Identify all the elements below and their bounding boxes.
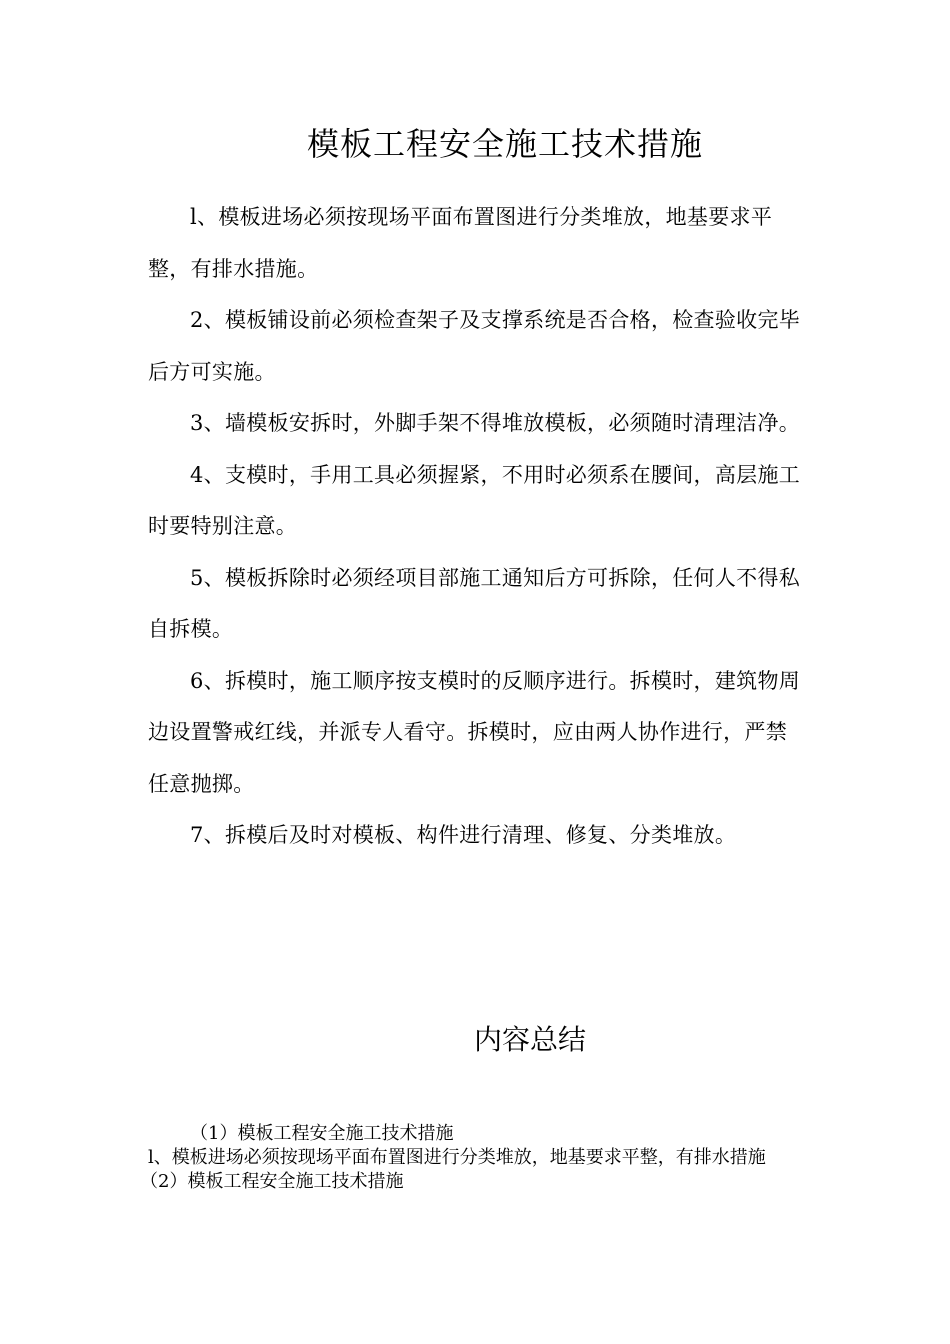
document-title [0,118,950,170]
document-body [148,192,808,862]
paragraph-7: 7、拆模后及时对模板、构件进行清理、修复、分类堆放。 [190,823,737,847]
summary-line-3: （2）模板工程安全施工技术措施 [140,1171,404,1192]
summary-title [0,1018,950,1062]
paragraph-5: 5、模板拆除时必须经项目部施工通知后方可拆除，任何人不得私自拆模。 [148,565,801,641]
summary-line-1: （1）模板工程安全施工技术措施 [190,1123,454,1144]
paragraph-3: 3、墙模板安拆时，外脚手架不得堆放模板，必须随时清理洁净。 [190,411,801,435]
summary-line-2: l、模板进场必须按现场平面布置图进行分类堆放，地基要求平整，有排水措施 [148,1147,766,1168]
paragraph-2: 2、模板铺设前必须检查架子及支撑系统是否合格，检查验收完毕后方可实施。 [148,308,801,384]
paragraph-4: 4、支模时，手用工具必须握紧，不用时必须系在腰间，高层施工时要特别注意。 [148,462,801,538]
summary-section [140,1122,808,1194]
paragraph-6: 6、拆模时，施工顺序按支模时的反顺序进行。拆模时，建筑物周边设置警戒红线，并派专人看守。拆模时，应由两人协作进行，严禁任意抛掷。 [148,668,801,796]
summary-title-text: 内容总结 [473,1023,586,1056]
document-title-text: 模板工程安全施工技术措施 [306,125,703,163]
paragraph-1: l、模板进场必须按现场平面布置图进行分类堆放，地基要求平整，有排水措施。 [148,205,773,281]
